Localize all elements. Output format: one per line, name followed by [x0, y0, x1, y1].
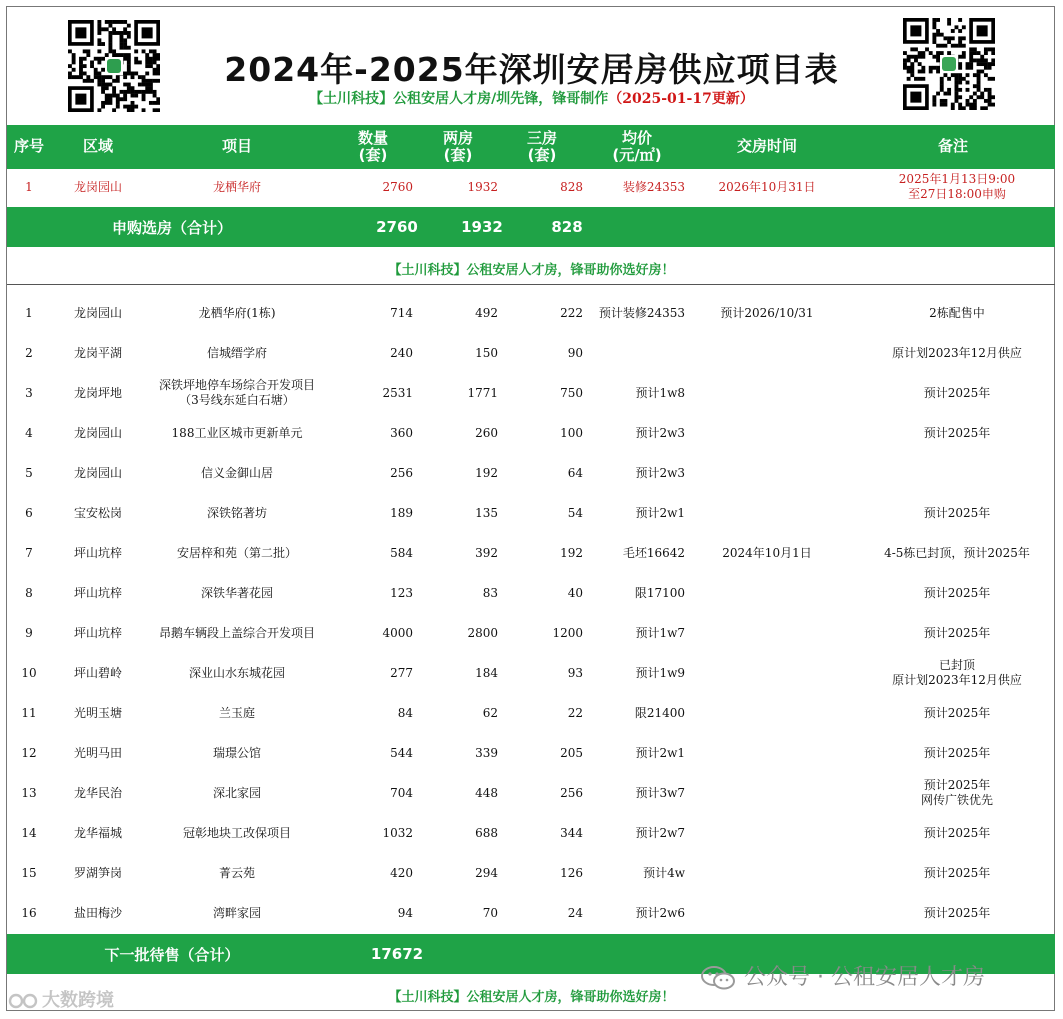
cell-remark: 预计2025年	[923, 865, 991, 880]
cell-three: 750	[560, 385, 583, 400]
cell-project-line: （3号线东延白石塘）	[179, 393, 295, 407]
cell-project: 湾畔家园	[212, 905, 261, 920]
cell-district: 坪山坑梓	[73, 585, 122, 600]
cell-price: 预计装修24353	[598, 305, 685, 320]
cell-qty: 256	[390, 465, 413, 480]
cell-remark: 预计2025年	[923, 705, 991, 720]
cell-three: 1200	[552, 625, 583, 640]
table-row	[7, 573, 1055, 613]
cell-district: 龙岗园山	[73, 179, 122, 194]
cell-two: 83	[482, 585, 498, 600]
col-delivery: 交房时间	[736, 137, 797, 155]
cell-project: 信义金御山居	[200, 465, 273, 480]
cell-qty: 84	[397, 705, 413, 720]
cell-price: 装修24353	[622, 179, 685, 194]
cell-three: 93	[567, 665, 583, 680]
cell-price	[592, 333, 685, 373]
cell-district: 罗湖笋岗	[73, 865, 122, 880]
cell-two: 2800	[467, 625, 498, 640]
cell-district: 龙岗园山	[73, 425, 122, 440]
page-title: 2024年-2025年深圳安居房供应项目表	[224, 50, 839, 89]
cell-district: 龙岗平湖	[73, 345, 122, 360]
cell-seq: 7	[25, 545, 33, 560]
cell-district: 龙岗坪地	[73, 385, 122, 400]
cell-delivery: 2026年10月31日	[718, 179, 816, 194]
cell-district: 龙华福城	[73, 825, 122, 840]
cell-remark	[867, 773, 1047, 813]
cell-remark-line: 原计划2023年12月供应	[892, 673, 1022, 687]
cell-remark: 预计2025年	[923, 585, 991, 600]
cell-project	[137, 373, 337, 413]
col-price: 均价 (元/㎡)	[612, 129, 662, 164]
cell-remark: 原计划2023年12月供应	[892, 345, 1022, 360]
cell-qty: 544	[390, 745, 413, 760]
cell-delivery	[717, 853, 817, 893]
cell-three: 24	[567, 905, 583, 920]
col-seq: 序号	[13, 137, 44, 155]
cell-qty: 123	[390, 585, 413, 600]
cell-three: 828	[560, 179, 583, 194]
subtotal-2-label: 下一批待售（合计）	[104, 945, 240, 964]
cell-project: 深铁华著花园	[200, 585, 273, 600]
table-row	[7, 813, 1055, 853]
cell-two: 392	[475, 545, 498, 560]
cell-qty: 584	[390, 545, 413, 560]
cell-qty: 420	[390, 865, 413, 880]
slogan-bottom: 【土川科技】公租安居人才房，锋哥助你选好房！	[388, 990, 675, 1005]
watermark-wechat-text: 公众号 · 公租安居人才房	[744, 965, 985, 990]
cell-project: 龙栖华府	[212, 179, 261, 194]
cell-remark	[867, 453, 1047, 493]
table-row	[7, 613, 1055, 653]
cell-remark	[867, 653, 1047, 693]
cell-three: 205	[560, 745, 583, 760]
cell-project-line: 深铁坪地停车场综合开发项目	[158, 378, 315, 392]
table-row	[7, 773, 1055, 813]
cell-three: 22	[567, 705, 583, 720]
cell-seq: 4	[25, 425, 33, 440]
col-three: 三房 (套)	[526, 129, 557, 164]
cell-remark-line: 网传广铁优先	[920, 793, 993, 807]
subtotal-2-qty: 17672	[370, 945, 424, 963]
cell-three: 90	[567, 345, 583, 360]
cell-seq: 5	[25, 465, 33, 480]
cell-district: 龙岗园山	[73, 465, 122, 480]
cell-two: 339	[475, 745, 498, 760]
col-two: 两房 (套)	[442, 129, 473, 164]
cell-district: 坪山坑梓	[73, 625, 122, 640]
cell-price: 预计2w1	[635, 505, 685, 520]
cell-remark: 预计2025年	[923, 625, 991, 640]
cell-three: 222	[560, 305, 583, 320]
cell-price: 预计2w1	[635, 745, 685, 760]
cell-seq: 11	[21, 705, 37, 720]
cell-seq: 2	[25, 345, 33, 360]
cell-two: 184	[475, 665, 498, 680]
cell-delivery	[717, 693, 817, 733]
cell-remark: 预计2025年	[923, 505, 991, 520]
table-header	[7, 125, 1055, 169]
cell-district: 龙华民治	[73, 785, 122, 800]
cell-price: 预计2w7	[635, 825, 685, 840]
cell-project: 188工业区城市更新单元	[171, 425, 303, 440]
subtitle-date: （2025-01-17更新）	[608, 91, 754, 107]
cell-three: 64	[567, 465, 583, 480]
cell-seq: 10	[21, 665, 37, 680]
subtitle-brand: 【土川科技】	[309, 91, 394, 107]
cell-delivery: 2024年10月1日	[722, 545, 812, 560]
cell-project: 瑞璟公馆	[212, 745, 261, 760]
cell-qty: 94	[397, 905, 413, 920]
cell-delivery	[717, 893, 817, 933]
cell-project: 昂鹅车辆段上盖综合开发项目	[158, 625, 315, 640]
cell-remark: 预计2025年	[923, 385, 991, 400]
cell-delivery	[717, 493, 817, 533]
cell-remark-line: 已封顶	[938, 658, 975, 672]
cell-price: 限17100	[634, 585, 685, 600]
cell-qty: 704	[390, 785, 413, 800]
cell-delivery	[717, 613, 817, 653]
cell-delivery: 预计2026/10/31	[720, 305, 814, 320]
cell-qty: 240	[390, 345, 413, 360]
cell-district: 盐田梅沙	[73, 905, 122, 920]
cell-price: 预计1w9	[635, 665, 685, 680]
cell-three: 100	[560, 425, 583, 440]
table-row	[7, 413, 1055, 453]
cell-project: 信城缙学府	[206, 345, 267, 360]
cell-seq: 1	[25, 179, 33, 194]
cell-price: 毛坯16642	[622, 545, 685, 560]
cell-delivery	[717, 453, 817, 493]
cell-qty: 360	[390, 425, 413, 440]
subtitle-main: 公租安居人才房/圳先锋，锋哥制作	[393, 91, 609, 107]
cell-two: 260	[475, 425, 498, 440]
cell-remark: 预计2025年	[923, 745, 991, 760]
cell-district: 宝安松岗	[73, 505, 122, 520]
col-district: 区域	[82, 137, 113, 155]
cell-delivery	[717, 573, 817, 613]
col-qty: 数量 (套)	[357, 129, 388, 164]
cell-two: 448	[475, 785, 498, 800]
cell-three: 40	[567, 585, 583, 600]
cell-qty: 4000	[382, 625, 413, 640]
cell-seq: 12	[21, 745, 37, 760]
cell-remark: 2栋配售中	[929, 305, 985, 320]
table-row	[7, 453, 1055, 493]
table-row	[7, 333, 1055, 373]
cell-remark-line: 预计2025年	[923, 778, 991, 792]
cell-project: 冠彰地块工改保项目	[182, 825, 291, 840]
cell-price: 预计3w7	[635, 785, 685, 800]
watermark-left	[8, 986, 114, 1012]
table-row	[7, 293, 1055, 333]
cell-district: 坪山坑梓	[73, 545, 122, 560]
cell-two: 62	[482, 705, 498, 720]
section-divider	[7, 284, 1055, 285]
cell-delivery	[717, 373, 817, 413]
cell-remark: 4-5栋已封顶，预计2025年	[884, 545, 1030, 560]
cell-qty: 277	[390, 665, 413, 680]
cell-three: 54	[567, 505, 583, 520]
cell-three: 344	[560, 825, 583, 840]
table-row	[7, 373, 1055, 413]
cell-three: 192	[560, 545, 583, 560]
table-row	[7, 693, 1055, 733]
cell-project: 安居梓和苑（第二批）	[176, 545, 297, 560]
slogan-middle: 【土川科技】公租安居人才房，锋哥助你选好房！	[388, 263, 675, 278]
watermark-logo-icon	[8, 992, 42, 1010]
subtotal-row-1	[7, 207, 1055, 247]
cell-price: 预计2w3	[635, 465, 685, 480]
cell-two: 688	[475, 825, 498, 840]
watermark-left-text: 大数跨境	[42, 990, 114, 1011]
cell-qty: 2531	[382, 385, 413, 400]
cell-seq: 8	[25, 585, 33, 600]
cell-qty: 714	[390, 305, 413, 320]
cell-district: 光明马田	[73, 745, 122, 760]
cell-remark	[867, 167, 1047, 207]
cell-delivery	[717, 773, 817, 813]
cell-two: 492	[475, 305, 498, 320]
page-subtitle	[0, 88, 1063, 108]
cell-project: 兰玉庭	[218, 705, 255, 720]
cell-two: 294	[475, 865, 498, 880]
subtotal-1-qty: 2760	[376, 218, 418, 236]
col-remark: 备注	[937, 137, 968, 155]
cell-remark-line: 2025年1月13日9:00	[898, 172, 1016, 186]
cell-district: 坪山碧岭	[73, 665, 122, 680]
cell-delivery	[717, 733, 817, 773]
cell-seq: 3	[25, 385, 33, 400]
cell-two: 192	[475, 465, 498, 480]
cell-remark: 预计2025年	[923, 425, 991, 440]
cell-two: 1932	[467, 179, 498, 194]
cell-three: 256	[560, 785, 583, 800]
cell-qty: 189	[390, 505, 413, 520]
cell-price: 预计1w7	[635, 625, 685, 640]
subtotal-1-two: 1932	[461, 218, 503, 236]
cell-price: 预计1w8	[635, 385, 685, 400]
subtotal-1-label: 申购选房（合计）	[111, 218, 232, 237]
cell-delivery	[717, 413, 817, 453]
cell-project: 深北家园	[212, 785, 261, 800]
cell-two: 70	[482, 905, 498, 920]
cell-remark: 预计2025年	[923, 825, 991, 840]
cell-two: 1771	[467, 385, 498, 400]
table-row	[7, 893, 1055, 933]
table-row	[7, 853, 1055, 893]
cell-seq: 9	[25, 625, 33, 640]
cell-seq: 15	[21, 865, 37, 880]
cell-seq: 14	[21, 825, 37, 840]
table-row	[7, 653, 1055, 693]
table-row	[7, 533, 1055, 573]
cell-delivery	[717, 653, 817, 693]
cell-project: 龙栖华府(1栋)	[198, 305, 276, 320]
table-row	[7, 493, 1055, 533]
cell-district: 光明玉塘	[73, 705, 122, 720]
cell-seq: 6	[25, 505, 33, 520]
table-row	[7, 733, 1055, 773]
cell-project: 深铁铭著坊	[206, 505, 267, 520]
cell-remark: 预计2025年	[923, 905, 991, 920]
cell-seq: 16	[21, 905, 37, 920]
cell-price: 预计4w	[643, 865, 685, 880]
subtotal-1-three: 828	[551, 218, 583, 236]
cell-qty: 1032	[382, 825, 413, 840]
cell-price: 限21400	[634, 705, 685, 720]
cell-seq: 1	[25, 305, 33, 320]
cell-price: 预计2w3	[635, 425, 685, 440]
cell-three: 126	[560, 865, 583, 880]
cell-delivery	[717, 333, 817, 373]
cell-two: 135	[475, 505, 498, 520]
cell-price: 预计2w6	[635, 905, 685, 920]
col-project: 项目	[221, 137, 252, 155]
cell-seq: 13	[21, 785, 37, 800]
table-row	[7, 167, 1055, 207]
cell-qty: 2760	[382, 179, 413, 194]
cell-delivery	[717, 813, 817, 853]
cell-project: 菁云苑	[218, 865, 255, 880]
cell-district: 龙岗园山	[73, 305, 122, 320]
cell-two: 150	[475, 345, 498, 360]
cell-remark-line: 至27日18:00申购	[908, 187, 1006, 201]
cell-project: 深业山水东城花园	[188, 665, 285, 680]
